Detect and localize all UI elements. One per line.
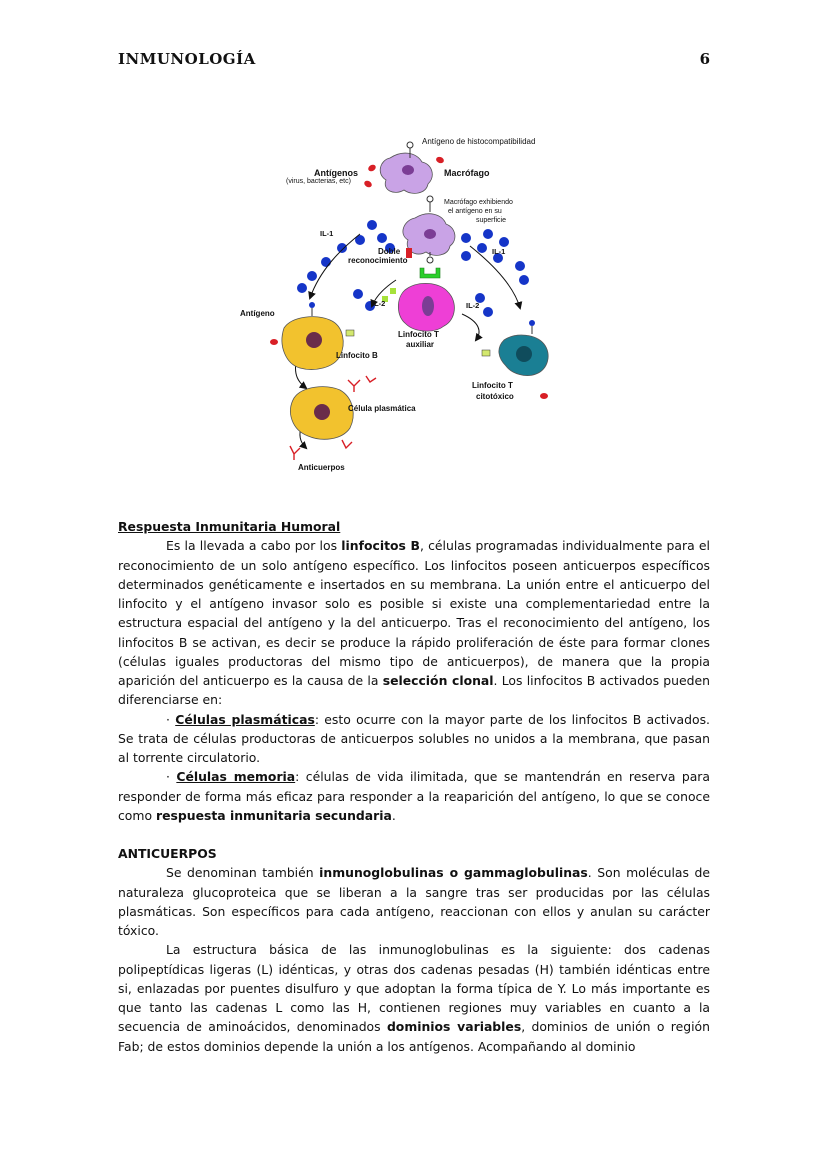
label-anticuerpos: Anticuerpos: [298, 463, 345, 472]
label-linfocito-t-aux-2: auxiliar: [406, 340, 435, 349]
humoral-section-title: Respuesta Inmunitaria Humoral: [118, 519, 341, 534]
label-doble-1: Doble: [378, 247, 401, 256]
antigen-mark: [363, 179, 373, 188]
label-linfocito-t-cito-1: Linfocito T: [472, 381, 513, 390]
anticuerpos-paragraph-2: La estructura básica de las inmunoglobulinas es la siguiente: dos cadenas polipeptídicas ligeras (L) idénticas, y otras dos cadenas pesadas (H) también idénticas entre si, enlazadas por puentes disulfuro y que adoptan la forma típica de Y. Lo más importante es que tanto las cadenas L como las H, contienen regiones muy variables en cuanto a la secuencia de aminoácidos, denominados dominios variables, dominios de unión o región Fab; de estos dominios depende la unión a los antígenos. Acompañando al dominio: [118, 942, 710, 1054]
header-title: INMUNOLOGÍA: [118, 50, 256, 68]
label-macro-exhibe-3: superficie: [476, 217, 506, 224]
macrophage-presenting: [403, 196, 455, 263]
immune-response-svg: [230, 130, 570, 480]
immune-response-diagram: [230, 130, 570, 480]
label-il2-left: IL-2: [372, 299, 386, 308]
label-macro-exhibe-2: el antígeno en su: [448, 208, 502, 215]
antigen-mark: [367, 163, 377, 172]
humoral-paragraph-1: Es la llevada a cabo por los linfocitos B, células programadas individualmente para el reconocimiento de un solo antígeno específico. Los linfocitos poseen anticuerpos específicos determinados genéticamente e insertados en su membrana. La unión entre el anticuerpo del linfocito y el antígeno invasor solo es posible si existe una complementariedad entre la estructura espacial del antígeno y la del anticuerpo. Tras el reconocimiento del antígeno, los linfocitos B se activan, es decir se produce la rápido proliferación de éste para formar clones (células iguales productoras del mismo tipo de anticuerpos), de manera que la propia aparición del anticuerpo es la causa de la selección clonal. Los linfocitos B activados pueden diferenciarse en:: [118, 538, 710, 708]
t-cell-receptor: [420, 268, 440, 278]
label-histocompat: Antígeno de histocompatibilidad: [422, 137, 536, 146]
plasma-cell: [290, 387, 353, 440]
t-helper-cell: [382, 283, 454, 331]
page-number: 6: [699, 50, 710, 68]
label-macro-exhibe-1: Macrófago exhibiendo: [444, 199, 513, 206]
label-il1-right: IL-1: [492, 247, 506, 256]
macrophage-cell: [380, 142, 432, 193]
label-macrofago: Macrófago: [444, 168, 490, 178]
antigen-mark: [435, 156, 445, 164]
label-doble-2: reconocimiento: [348, 256, 408, 265]
label-antigeno: Antígeno: [240, 309, 275, 318]
anticuerpos-paragraph-1: Se denominan también inmunoglobulinas o gammaglobulinas. Son moléculas de naturaleza glucoproteica que se liberan a la sangre tras ser producidas por las células plasmáticas. Son específicos para cada antígeno, reaccionan con ellos y anulan su carácter tóxico.: [118, 865, 711, 938]
humoral-paragraph-memoria: · Células memoria: células de vida ilimitada, que se mantendrán en reserva para responder de forma más eficaz para responder a la reaparición del antígeno, lo que se conoce como respuesta inmunitaria secundaria.: [118, 769, 710, 823]
label-il2-right: IL-2: [466, 301, 480, 310]
label-linfocito-t-aux-1: Linfocito T: [398, 330, 439, 339]
document-body: [118, 517, 710, 1056]
label-celula-plasmatica: Célula plasmática: [348, 404, 416, 413]
label-antigenos-sub: (virus, bacterias, etc): [286, 178, 351, 185]
label-il1-left: IL-1: [320, 229, 334, 238]
label-linfocito-b: Linfocito B: [336, 351, 378, 360]
page-header: [118, 50, 710, 74]
anticuerpos-section-title: ANTICUERPOS: [118, 846, 217, 861]
label-antigenos: Antígenos: [314, 168, 358, 178]
label-linfocito-t-cito-2: citotóxico: [476, 392, 514, 401]
humoral-paragraph-plasmaticas: · Células plasmáticas: esto ocurre con la mayor parte de los linfocitos B activados. Se trata de células productoras de anticuerpos solubles no unidos a la membrana, que pasan al torrente circulatorio.: [118, 711, 710, 765]
